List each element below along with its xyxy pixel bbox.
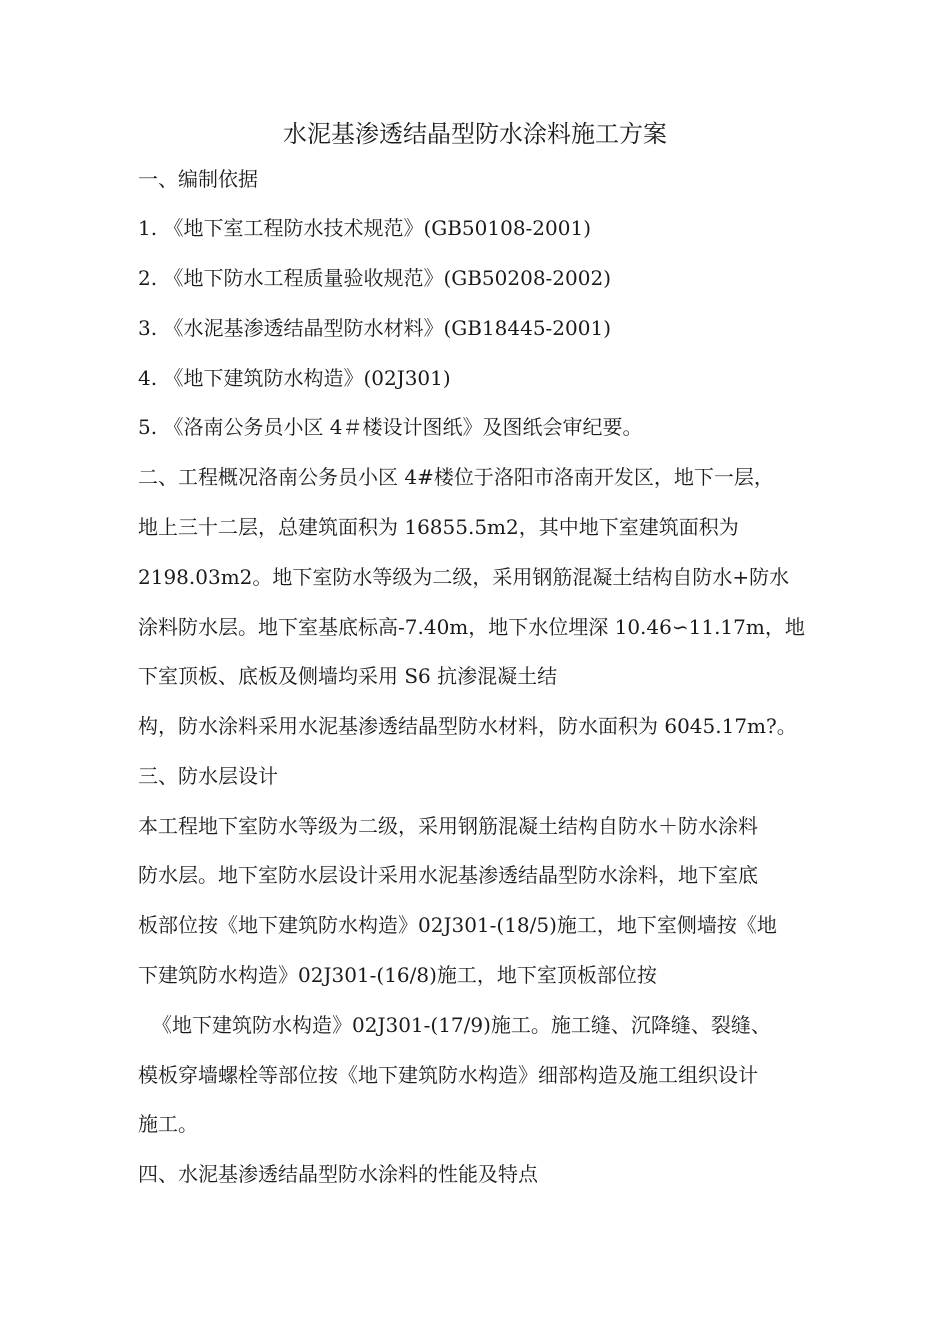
section-3-line-6: 模板穿墙螺栓等部位按《地下建筑防水构造》细部构造及施工组织设计 (138, 1063, 758, 1087)
reference-item-1: 1. 《地下室工程防水技术规范》(GB50108-2001) (138, 216, 591, 240)
section-3-line-2: 防水层。地下室防水层设计采用水泥基渗透结晶型防水涂料，地下室底 (138, 863, 758, 887)
section-3-line-5: 《地下建筑防水构造》02J301-(17/9)施工。施工缝、沉降缝、裂缝、 (152, 1013, 771, 1037)
reference-item-3: 3. 《水泥基渗透结晶型防水材料》(GB18445-2001) (138, 316, 611, 340)
section-2-line-5: 下室顶板、底板及侧墙均采用 S6 抗渗混凝土结 (138, 664, 558, 688)
section-3-line-4: 下建筑防水构造》02J301-(16/8)施工，地下室顶板部位按 (138, 963, 657, 987)
document-title: 水泥基渗透结晶型防水涂料施工方案 (283, 120, 667, 148)
section-2-line-6: 构，防水涂料采用水泥基渗透结晶型防水材料，防水面积为 6045.17m?。 (138, 714, 797, 738)
section-2-line-2: 地上三十二层，总建筑面积为 16855.5m2，其中地下室建筑面积为 (138, 515, 739, 539)
reference-item-5: 5. 《洛南公务员小区 4＃楼设计图纸》及图纸会审纪要。 (138, 415, 643, 439)
reference-item-4: 4. 《地下建筑防水构造》(02J301) (138, 366, 451, 390)
section-3-line-3: 板部位按《地下建筑防水构造》02J301-(18/5)施工，地下室侧墙按《地 (138, 913, 777, 937)
section-1-heading: 一、编制依据 (138, 167, 258, 191)
section-4-heading: 四、水泥基渗透结晶型防水涂料的性能及特点 (138, 1162, 538, 1186)
section-2-line-3: 2198.03m2。地下室防水等级为二级，采用钢筋混凝土结构自防水+防水 (138, 565, 790, 589)
section-3-line-7: 施工。 (138, 1112, 198, 1136)
section-3-heading: 三、防水层设计 (138, 764, 278, 788)
reference-item-2: 2. 《地下防水工程质量验收规范》(GB50208-2002) (138, 266, 611, 290)
section-2-line-4: 涂料防水层。地下室基底标高-7.40m，地下水位埋深 10.46∽11.17m，地 (138, 615, 805, 639)
section-2-line-1: 二、工程概况洛南公务员小区 4#楼位于洛阳市洛南开发区，地下一层， (138, 465, 774, 489)
section-3-line-1: 本工程地下室防水等级为二级，采用钢筋混凝土结构自防水＋防水涂料 (138, 814, 758, 838)
